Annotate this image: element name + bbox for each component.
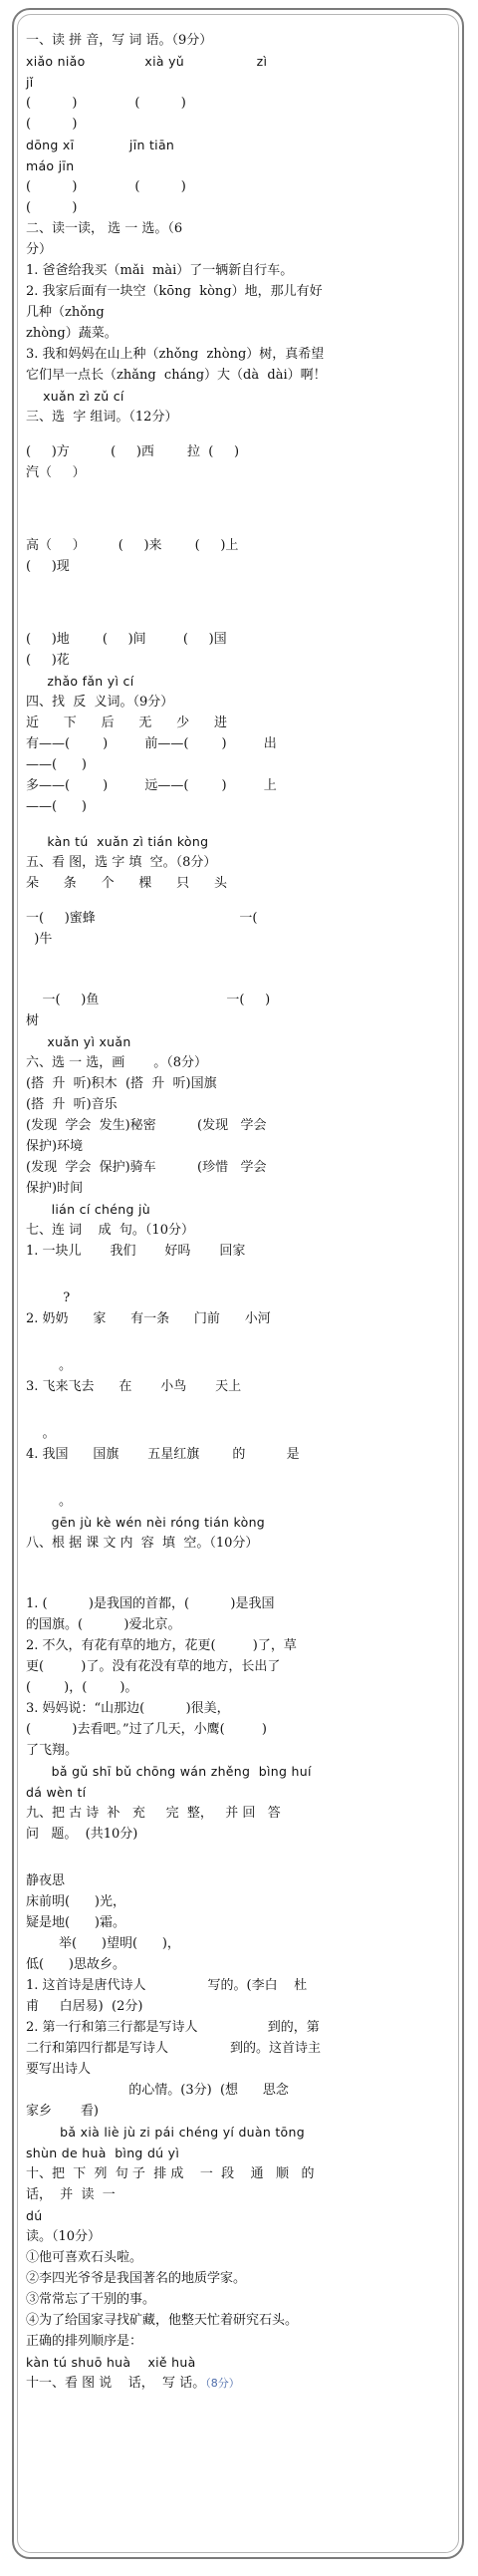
order-answer-line[interactable]: 正确的排列顺序是： bbox=[26, 2334, 143, 2349]
word-blank-row[interactable]: ( )花 bbox=[26, 653, 70, 668]
question-line: 3. 我和妈妈在山上种（zhǒng zhòng）树，真希望 bbox=[26, 347, 325, 362]
question-line: 它们早一点长（zhǎng cháng）大（dà dài）啊！ bbox=[26, 368, 327, 383]
antonym-row[interactable]: ——( ) bbox=[26, 799, 87, 814]
word-blank-row[interactable]: ( )现 bbox=[26, 559, 70, 574]
sentence-end: 。 bbox=[26, 1358, 73, 1373]
answer-blanks[interactable]: ( ) bbox=[26, 117, 78, 132]
question-line: 家乡 看) bbox=[26, 2104, 99, 2119]
question-line: 几种（zhǒng bbox=[26, 305, 105, 320]
exam-sheet bbox=[26, 30, 444, 2394]
fill-line[interactable]: ( )去看吧。”过了几天，小鹰( ) bbox=[26, 1722, 267, 1737]
choice-line[interactable]: (发现 学会 发生)秘密 (发现 学会 bbox=[26, 1118, 267, 1133]
poem-title: 静夜思 bbox=[26, 1873, 66, 1888]
measure-word-row[interactable]: 树 bbox=[26, 1013, 40, 1028]
fill-line[interactable]: ( )，( )。 bbox=[26, 1680, 138, 1695]
antonym-row[interactable]: 多——( ) 远——( ) 上 bbox=[26, 778, 277, 793]
section-10-title-cont: 话， 并 读 一 bbox=[26, 2187, 116, 2202]
section-7-pinyin: lián cí chéng jù bbox=[26, 1202, 150, 1217]
section-1-title: 一、读 拼 音，写 词 语。（9分） bbox=[26, 33, 213, 48]
sentence-item: ②李四光爷爷是我国著名的地质学家。 bbox=[26, 2271, 247, 2286]
answer-blanks[interactable]: ( ) ( ) bbox=[26, 179, 186, 194]
poem-line[interactable]: 低( )思故乡。 bbox=[26, 1957, 125, 1972]
question-line: zhòng）蔬菜。 bbox=[26, 326, 118, 341]
measure-word-row[interactable]: 一( )鱼 一( ) bbox=[26, 993, 271, 1007]
sentence-end: 。 bbox=[26, 1494, 73, 1509]
question-line: 二行和第四行都是写诗人 到的。这首诗主 bbox=[26, 2041, 321, 2056]
word-blank-row[interactable]: 高（ ） ( )来 ( )上 bbox=[26, 538, 239, 553]
question-line: 1. 爸爸给我买（mǎi mài）了一辆新自行车。 bbox=[26, 263, 294, 278]
sentence-end: 。 bbox=[26, 1426, 56, 1441]
section-8-pinyin: gēn jù kè wén nèi róng tián kòng bbox=[26, 1515, 266, 1530]
choice-line[interactable]: 保护)环境 bbox=[26, 1139, 84, 1154]
sentence-words: 1. 一块儿 我们 好吗 回家 bbox=[26, 1244, 246, 1259]
fill-line[interactable]: 1. ( )是我国的首都，( )是我国 bbox=[26, 1596, 275, 1611]
section-9-title: 九、把 古 诗 补 充 完 整， 并 回 答 bbox=[26, 1806, 281, 1821]
fill-line[interactable]: 2. 不久，有花有草的地方，花更( )了，草 bbox=[26, 1638, 297, 1653]
section-11-title bbox=[26, 2373, 444, 2394]
section-3-title: 三、选 字 组词。（12分） bbox=[26, 410, 178, 425]
word-blank-row[interactable]: 汽（ ） bbox=[26, 465, 86, 480]
section-10-title: 十、把 下 列 句 子 排 成 一 段 通 顺 的 bbox=[26, 2166, 315, 2181]
pinyin-row: xiǎo niǎo xià yǔ zì bbox=[26, 54, 268, 69]
section-5-title: 五、看 图，选 字 填 空。（8分） bbox=[26, 855, 217, 870]
sentence-words: 4. 我国 国旗 五星红旗 的 是 bbox=[26, 1447, 300, 1462]
section-10-title-end: 读。（10分） bbox=[26, 2229, 102, 2244]
choice-line[interactable]: 保护)时间 bbox=[26, 1181, 84, 1196]
antonym-row[interactable]: 有——( ) 前——( ) 出 bbox=[26, 736, 277, 751]
section-2-title-cont: 分） bbox=[26, 242, 53, 257]
sentence-item: ③常常忘了干别的事。 bbox=[26, 2292, 156, 2307]
section-2-title: 二、读一读， 选 一 选。（6 bbox=[26, 221, 183, 236]
choice-line[interactable]: (搭 升 听)音乐 bbox=[26, 1097, 118, 1112]
fill-line[interactable]: 3. 妈妈说：“山那边( )很美， bbox=[26, 1701, 230, 1716]
question-line: 甫 白居易) (2分) bbox=[26, 1999, 143, 2014]
word-blank-row[interactable]: ( )地 ( )间 ( )国 bbox=[26, 632, 227, 647]
section-9-pinyin: dá wèn tí bbox=[26, 1785, 87, 1800]
answer-blanks[interactable]: ( ) ( ) bbox=[26, 96, 186, 111]
sentence-words: 3. 飞来飞去 在 小鸟 天上 bbox=[26, 1379, 242, 1394]
section-3-pinyin: xuǎn zì zǔ cí bbox=[26, 389, 124, 404]
question-line: 的心情。(3分) (想 思念 bbox=[26, 2083, 289, 2098]
section-6-title: 六、选 一 选，画 。（8分） bbox=[26, 1055, 207, 1070]
section-11-score: （8分） bbox=[205, 2377, 240, 2390]
section-6-pinyin: xuǎn yì xuǎn bbox=[26, 1034, 131, 1049]
pinyin-row: jǐ bbox=[26, 75, 34, 90]
poem-line[interactable]: 疑是地( )霜。 bbox=[26, 1915, 125, 1930]
question-line: 2. 第一行和第三行都是写诗人 到的，第 bbox=[26, 2020, 320, 2035]
measure-word-row[interactable]: 一( )蜜蜂 一( bbox=[26, 911, 258, 926]
section-9-pinyin: bǎ gǔ shī bǔ chōng wán zhěng bìng huí bbox=[26, 1764, 312, 1779]
pinyin-row: máo jīn bbox=[26, 158, 75, 173]
sentence-words: 2. 奶奶 家 有一条 门前 小河 bbox=[26, 1311, 271, 1326]
fill-line[interactable]: 更( )了。没有花没有草的地方，长出了 bbox=[26, 1659, 281, 1674]
antonym-row[interactable]: ——( ) bbox=[26, 757, 87, 772]
section-11-pinyin: kàn tú shuō huà xiě huà bbox=[26, 2355, 196, 2370]
section-4-title: 四、找 反 义词。（9分） bbox=[26, 695, 174, 710]
section-10-pinyin: shùn de huà bìng dú yì bbox=[26, 2146, 180, 2160]
section-4-pinyin: zhǎo fǎn yì cí bbox=[26, 674, 134, 689]
fill-line[interactable]: 的国旗。( )爱北京。 bbox=[26, 1617, 181, 1632]
choice-line[interactable]: (发现 学会 保护)骑车 (珍惜 学会 bbox=[26, 1160, 267, 1175]
section-7-title: 七、连 词 成 句。（10分） bbox=[26, 1223, 194, 1238]
section-5-pinyin: kàn tú xuǎn zì tián kòng bbox=[26, 834, 209, 849]
answer-blanks[interactable]: ( ) bbox=[26, 200, 78, 215]
poem-line[interactable]: 举( )望明( )， bbox=[26, 1936, 180, 1951]
question-line: 要写出诗人 bbox=[26, 2062, 92, 2077]
poem-line[interactable]: 床前明( )光， bbox=[26, 1894, 125, 1909]
sentence-item: ④为了给国家寻找矿藏，他整天忙着研究石头。 bbox=[26, 2313, 299, 2328]
choice-line[interactable]: (搭 升 听)积木 (搭 升 听)国旗 bbox=[26, 1076, 217, 1091]
measure-word-row[interactable]: )牛 bbox=[26, 932, 53, 947]
char-choices: 近 下 后 无 少 进 bbox=[26, 716, 227, 730]
question-line: 2. 我家后面有一块空（kōng kòng）地，那儿有好 bbox=[26, 284, 323, 299]
section-9-title-cont: 问 题。 (共10分) bbox=[26, 1827, 138, 1842]
word-blank-row[interactable]: ( )方 ( )西 拉 ( ) bbox=[26, 444, 240, 459]
fill-line[interactable]: 了飞翔。 bbox=[26, 1743, 79, 1758]
pinyin-row: dōng xī jīn tiān bbox=[26, 138, 175, 152]
sentence-end: ? bbox=[26, 1290, 71, 1305]
section-11-title-text: 十一、看 图 说 话， 写 话。 bbox=[26, 2376, 206, 2391]
question-line: 1. 这首诗是唐代诗人 写的。(李白 杜 bbox=[26, 1978, 308, 1993]
char-choices: 朵 条 个 棵 只 头 bbox=[26, 876, 227, 891]
sentence-item: ①他可喜欢石头啦。 bbox=[26, 2250, 143, 2265]
section-8-title: 八、根 据 课 文 内 容 填 空。（10分） bbox=[26, 1536, 259, 1551]
section-10-title-pinyin: dú bbox=[26, 2208, 43, 2223]
section-10-pinyin: bǎ xià liè jù zi pái chéng yí duàn tōng bbox=[26, 2125, 305, 2140]
